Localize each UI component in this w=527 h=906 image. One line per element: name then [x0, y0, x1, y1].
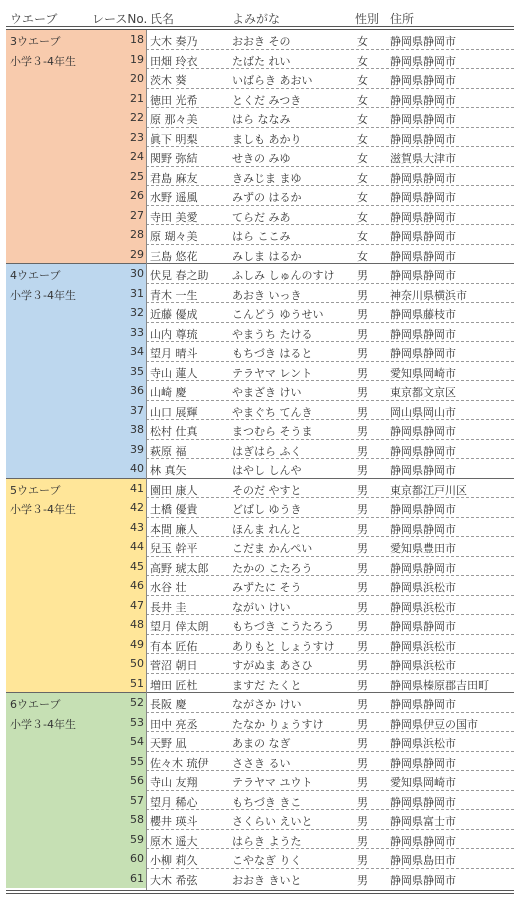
runner-kana: ますだ たくと	[232, 678, 302, 692]
category-label: 小学３-4年生	[10, 54, 76, 68]
runner-kana: こだま かんぺい	[232, 542, 313, 555]
race-number: 46	[130, 579, 144, 592]
runner-address: 静岡県静岡市	[390, 132, 456, 146]
runner-address: 静岡県静岡市	[390, 756, 456, 770]
runner-gender: 男	[357, 639, 368, 653]
runner-gender: 男	[357, 464, 368, 477]
table-row	[6, 537, 514, 557]
table-row	[6, 635, 514, 655]
race-number: 28	[130, 228, 144, 241]
table-row	[6, 50, 514, 70]
runner-gender: 男	[357, 522, 368, 536]
runner-name: 松村 仕真	[150, 425, 198, 438]
race-number: 24	[130, 150, 144, 163]
runner-address: 静岡県静岡市	[390, 698, 456, 711]
runner-kana: みずの はるか	[232, 191, 302, 204]
race-number: 18	[130, 33, 144, 46]
runner-gender: 男	[357, 717, 368, 731]
runner-kana: どばし ゆうき	[232, 503, 302, 516]
runner-gender: 男	[357, 444, 368, 458]
runner-gender: 男	[357, 854, 368, 867]
runner-kana: きみじま まゆ	[232, 171, 302, 185]
race-number: 21	[130, 91, 144, 105]
runner-kana: テラヤマ ユウト	[232, 776, 313, 789]
runner-kana: てらだ みあ	[232, 210, 291, 224]
race-number: 39	[130, 442, 144, 456]
runner-gender: 男	[357, 288, 368, 302]
runner-name: 増田 匠杜	[150, 678, 198, 692]
runner-kana: たばた れい	[232, 54, 291, 68]
runner-address: 静岡県静岡市	[390, 230, 456, 243]
runner-name: 近藤 優成	[150, 308, 198, 321]
table-row	[6, 752, 514, 772]
race-number: 22	[130, 111, 144, 124]
header-kana: よみがな	[232, 12, 281, 26]
runner-address: 静岡県静岡市	[390, 113, 456, 126]
table-row	[6, 440, 514, 460]
runner-address: 静岡県静岡市	[390, 210, 456, 224]
table-row	[6, 108, 514, 128]
race-number: 60	[130, 852, 144, 865]
table-row	[6, 713, 514, 733]
runner-gender: 女	[357, 152, 368, 165]
category-label: 小学３-4年生	[10, 288, 76, 302]
table-row	[6, 654, 514, 674]
table-row	[6, 810, 514, 830]
runner-name: 寺山 蓮人	[150, 366, 198, 380]
race-number: 55	[130, 754, 144, 768]
table-row	[6, 362, 514, 382]
runner-address: 静岡県静岡市	[390, 561, 456, 575]
runner-address: 静岡県浜松市	[390, 737, 456, 750]
runner-name: 土橋 優貴	[150, 503, 198, 516]
race-number: 47	[130, 598, 144, 612]
race-number: 25	[130, 169, 144, 183]
runner-name: 天野 凪	[150, 737, 187, 750]
race-number: 29	[130, 247, 144, 261]
runner-name: 長井 圭	[150, 600, 187, 614]
runner-kana: おおき きいと	[232, 873, 302, 887]
runner-gender: 男	[357, 483, 368, 497]
runner-gender: 女	[357, 210, 368, 224]
runner-name: 徳田 光希	[150, 93, 198, 107]
race-number: 38	[130, 423, 144, 436]
runner-address: 静岡県静岡市	[390, 93, 456, 107]
runner-name: 田中 亮丞	[150, 717, 198, 731]
runner-name: 山口 展輝	[150, 405, 198, 419]
race-number: 44	[130, 540, 144, 553]
runner-gender: 男	[357, 366, 368, 380]
runner-kana: やまうち たける	[232, 327, 313, 341]
runner-gender: 男	[357, 873, 368, 887]
runner-address: 静岡県静岡市	[390, 327, 456, 341]
runner-name: 水野 遥風	[150, 191, 198, 204]
runner-address: 静岡県静岡市	[390, 522, 456, 536]
table-row	[6, 323, 514, 343]
column-divider	[146, 30, 147, 890]
runner-address: 東京都文京区	[390, 386, 456, 399]
runner-address: 静岡県静岡市	[390, 444, 456, 458]
runner-name: 原 那々美	[150, 113, 198, 126]
runner-gender: 男	[357, 795, 368, 809]
runner-name: 原木 遥大	[150, 834, 198, 848]
table-end-line	[6, 893, 514, 894]
runner-address: 神奈川県横浜市	[390, 288, 467, 302]
runner-address: 静岡県伊豆の国市	[390, 717, 478, 731]
runner-kana: おおき その	[232, 35, 291, 48]
runner-gender: 男	[357, 386, 368, 399]
table-row	[6, 245, 514, 265]
runner-kana: さくらい えいと	[232, 815, 313, 828]
race-number: 45	[130, 559, 144, 573]
runner-name: 寺田 美愛	[150, 210, 198, 224]
runner-gender: 女	[357, 74, 368, 87]
runner-gender: 男	[357, 581, 368, 594]
runner-gender: 男	[357, 698, 368, 711]
race-number: 31	[130, 286, 144, 300]
table-row	[6, 869, 514, 889]
runner-kana: みずたに そう	[232, 581, 302, 594]
table-row	[6, 30, 514, 50]
runner-address: 静岡県浜松市	[390, 600, 456, 614]
runner-name: 長阪 慶	[150, 698, 187, 711]
header-address: 住所	[390, 12, 415, 26]
runner-kana: はやし しんや	[232, 464, 302, 477]
runner-gender: 女	[357, 113, 368, 126]
wave-group	[6, 693, 514, 888]
header-wave: ウエーブ	[10, 12, 58, 26]
runner-kana: もちづき はると	[232, 347, 313, 360]
table-row	[6, 732, 514, 752]
runner-name: 菅沼 朝日	[150, 659, 198, 672]
race-number: 33	[130, 325, 144, 339]
table-row	[6, 849, 514, 869]
wave-label: 5ウエーブ	[10, 483, 61, 497]
runner-address: 静岡県静岡市	[390, 191, 456, 204]
runner-address: 静岡県静岡市	[390, 834, 456, 848]
race-number: 37	[130, 403, 144, 417]
race-number: 52	[130, 696, 144, 709]
runner-kana: もちづき こうたろう	[232, 620, 335, 633]
table-row	[6, 186, 514, 206]
runner-address: 静岡県島田市	[390, 854, 456, 867]
race-number: 59	[130, 832, 144, 846]
runner-kana: ほんま れんと	[232, 522, 302, 536]
runner-kana: たかの こたろう	[232, 561, 313, 575]
runner-gender: 男	[357, 620, 368, 633]
table-row	[6, 342, 514, 362]
race-number: 32	[130, 306, 144, 319]
runner-name: 望月 倖太朗	[150, 620, 209, 633]
category-label: 小学３-4年生	[10, 717, 76, 731]
runner-name: 寺山 友翔	[150, 776, 198, 789]
runner-kana: ささき るい	[232, 756, 291, 770]
runner-address: 静岡県静岡市	[390, 347, 456, 360]
runner-name: 小柳 莉久	[150, 854, 198, 867]
runner-gender: 男	[357, 542, 368, 555]
table-row	[6, 557, 514, 577]
category-label: 小学３-4年生	[10, 503, 76, 516]
table-row	[6, 518, 514, 538]
runner-name: 林 真矢	[150, 464, 187, 477]
runner-name: 眞下 明梨	[150, 132, 198, 146]
runner-gender: 女	[357, 191, 368, 204]
runner-kana: たなか りょうすけ	[232, 717, 324, 731]
runner-gender: 男	[357, 347, 368, 360]
table-row	[6, 830, 514, 850]
runner-gender: 男	[357, 269, 368, 282]
runner-address: 静岡県静岡市	[390, 795, 456, 809]
runner-gender: 女	[357, 93, 368, 107]
table-row	[6, 479, 514, 499]
race-number: 35	[130, 364, 144, 378]
wave-label: 3ウエーブ	[10, 35, 61, 48]
runner-gender: 男	[357, 776, 368, 789]
runner-kana: みしま はるか	[232, 249, 302, 263]
table-row	[6, 576, 514, 596]
runner-gender: 女	[357, 35, 368, 48]
runner-gender: 男	[357, 756, 368, 770]
race-number: 26	[130, 189, 144, 202]
runner-gender: 男	[357, 659, 368, 672]
runner-gender: 女	[357, 132, 368, 146]
runner-address: 岡山県岡山市	[390, 405, 456, 419]
race-number: 51	[130, 676, 144, 690]
runner-kana: やまぐち てんき	[232, 405, 313, 419]
runner-gender: 男	[357, 425, 368, 438]
runner-gender: 男	[357, 327, 368, 341]
header-divider	[6, 26, 514, 27]
runner-name: 水谷 壮	[150, 581, 187, 594]
header-race-no: レースNo.	[92, 12, 148, 26]
runner-kana: テラヤマ レント	[232, 366, 313, 380]
table-row	[6, 303, 514, 323]
header-gender: 性別	[355, 12, 380, 26]
race-number: 48	[130, 618, 144, 631]
table-row	[6, 147, 514, 167]
table-row	[6, 420, 514, 440]
runner-kana: ふしみ しゅんのすけ	[232, 269, 335, 282]
runner-kana: あおき いっき	[232, 288, 302, 302]
runner-name: 原 瑚々美	[150, 230, 198, 243]
runner-kana: はら ここみ	[232, 230, 291, 243]
runner-name: 園田 康人	[150, 483, 198, 497]
wave-label: 6ウエーブ	[10, 698, 61, 711]
runner-name: 望月 稀心	[150, 795, 198, 809]
runner-gender: 男	[357, 405, 368, 419]
runner-kana: すがぬま あさひ	[232, 659, 313, 672]
runner-address: 東京都江戸川区	[390, 483, 467, 497]
runner-gender: 女	[357, 54, 368, 68]
runner-gender: 女	[357, 230, 368, 243]
runner-address: 静岡県榛原郡吉田町	[390, 678, 489, 692]
runner-name: 大木 希弦	[150, 873, 198, 887]
runner-name: 伏見 春之助	[150, 269, 209, 282]
runner-kana: はらき ようた	[232, 834, 302, 848]
runner-kana: そのだ やすと	[232, 483, 302, 497]
race-number: 53	[130, 715, 144, 729]
race-number: 58	[130, 813, 144, 826]
runner-name: 有本 匠佑	[150, 639, 198, 653]
runner-address: 愛知県岡崎市	[390, 776, 456, 789]
runner-address: 静岡県富士市	[390, 815, 456, 828]
runner-gender: 男	[357, 815, 368, 828]
table-header	[0, 0, 527, 28]
table-row	[6, 596, 514, 616]
table-row	[6, 225, 514, 245]
table-row	[6, 674, 514, 694]
wave-group	[6, 479, 514, 694]
runner-address: 静岡県静岡市	[390, 503, 456, 516]
runner-gender: 男	[357, 561, 368, 575]
race-number: 19	[130, 52, 144, 66]
table-row	[6, 615, 514, 635]
runner-name: 田畑 玲衣	[150, 54, 198, 68]
race-number: 42	[130, 501, 144, 514]
table-row	[6, 167, 514, 187]
runner-name: 山内 尊琉	[150, 327, 198, 341]
runner-gender: 男	[357, 503, 368, 516]
race-number: 43	[130, 520, 144, 534]
runner-address: 静岡県静岡市	[390, 35, 456, 48]
runner-address: 静岡県静岡市	[390, 873, 456, 887]
runner-address: 愛知県岡崎市	[390, 366, 456, 380]
runner-gender: 男	[357, 308, 368, 321]
race-number: 23	[130, 130, 144, 144]
runner-gender: 男	[357, 678, 368, 692]
table-row	[6, 401, 514, 421]
table-row	[6, 791, 514, 811]
table-row	[6, 284, 514, 304]
runner-address: 滋賀県大津市	[390, 152, 456, 165]
table-row	[6, 128, 514, 148]
runner-name: 関野 弥結	[150, 152, 198, 165]
runner-name: 三島 悠花	[150, 249, 198, 263]
runner-name: 萩原 福	[150, 444, 187, 458]
table-row	[6, 206, 514, 226]
table-end-line	[6, 890, 514, 891]
runner-name: 高野 琥太郎	[150, 561, 209, 575]
runner-name: 兒玉 幹平	[150, 542, 198, 555]
runner-address: 静岡県静岡市	[390, 269, 456, 282]
runner-gender: 男	[357, 737, 368, 750]
runner-gender: 女	[357, 249, 368, 263]
runner-kana: もちづき きこ	[232, 795, 302, 809]
runner-name: 山崎 慶	[150, 386, 187, 399]
race-number: 57	[130, 793, 144, 807]
runner-address: 静岡県静岡市	[390, 171, 456, 185]
header-name: 氏名	[150, 12, 175, 26]
race-number: 20	[130, 72, 144, 85]
runner-kana: せきの みゆ	[232, 152, 291, 165]
runner-address: 静岡県藤枝市	[390, 308, 456, 321]
runner-address: 静岡県静岡市	[390, 464, 456, 477]
runner-kana: やまざき けい	[232, 386, 302, 399]
race-number: 50	[130, 657, 144, 670]
runner-kana: ありもと しょうすけ	[232, 639, 335, 653]
race-number: 34	[130, 345, 144, 358]
table-row	[6, 69, 514, 89]
race-number: 30	[130, 267, 144, 280]
runner-gender: 男	[357, 600, 368, 614]
table-row	[6, 89, 514, 109]
runner-address: 静岡県浜松市	[390, 581, 456, 594]
table-row	[6, 498, 514, 518]
runner-kana: いばらき あおい	[232, 74, 313, 87]
runner-kana: ましも あかり	[232, 132, 302, 146]
runner-kana: ながさか けい	[232, 698, 302, 711]
runner-address: 静岡県浜松市	[390, 659, 456, 672]
race-number: 27	[130, 208, 144, 222]
wave-label: 4ウエーブ	[10, 269, 61, 282]
runner-name: 櫻井 瑛斗	[150, 815, 198, 828]
race-number: 41	[130, 481, 144, 495]
race-number: 40	[130, 462, 144, 475]
runner-address: 静岡県静岡市	[390, 74, 456, 87]
race-number: 56	[130, 774, 144, 787]
table-row	[6, 771, 514, 791]
runner-kana: とくだ みつき	[232, 93, 302, 107]
runner-address: 静岡県浜松市	[390, 639, 456, 653]
runner-address: 静岡県静岡市	[390, 249, 456, 263]
runner-name: 本間 廉人	[150, 522, 198, 536]
runner-kana: はら ななみ	[232, 113, 291, 126]
race-number: 36	[130, 384, 144, 397]
runner-kana: ながい けい	[232, 600, 291, 614]
runner-address: 静岡県静岡市	[390, 620, 456, 633]
runner-kana: こんどう ゆうせい	[232, 308, 324, 321]
runner-name: 君島 麻友	[150, 171, 198, 185]
runner-kana: はぎはら ふく	[232, 444, 302, 458]
race-number: 49	[130, 637, 144, 651]
runner-kana: こやなぎ りく	[232, 854, 302, 867]
runner-address: 静岡県静岡市	[390, 425, 456, 438]
race-number: 61	[130, 871, 144, 885]
wave-group	[6, 264, 514, 479]
table-row	[6, 693, 514, 713]
table-row	[6, 264, 514, 284]
table-row	[6, 459, 514, 479]
runner-name: 大木 奏乃	[150, 35, 198, 48]
table-row	[6, 381, 514, 401]
runner-kana: あまの なぎ	[232, 737, 291, 750]
runner-gender: 女	[357, 171, 368, 185]
runner-address: 愛知県豊田市	[390, 542, 456, 555]
runner-kana: まつむら そうま	[232, 425, 313, 438]
wave-group	[6, 30, 514, 264]
race-number: 54	[130, 735, 144, 748]
runner-address: 静岡県静岡市	[390, 54, 456, 68]
runner-name: 茨木 葵	[150, 74, 187, 87]
runner-name: 望月 晴斗	[150, 347, 198, 360]
runner-gender: 男	[357, 834, 368, 848]
runner-name: 青木 一生	[150, 288, 198, 302]
runner-name: 佐々木 琉伊	[150, 756, 209, 770]
